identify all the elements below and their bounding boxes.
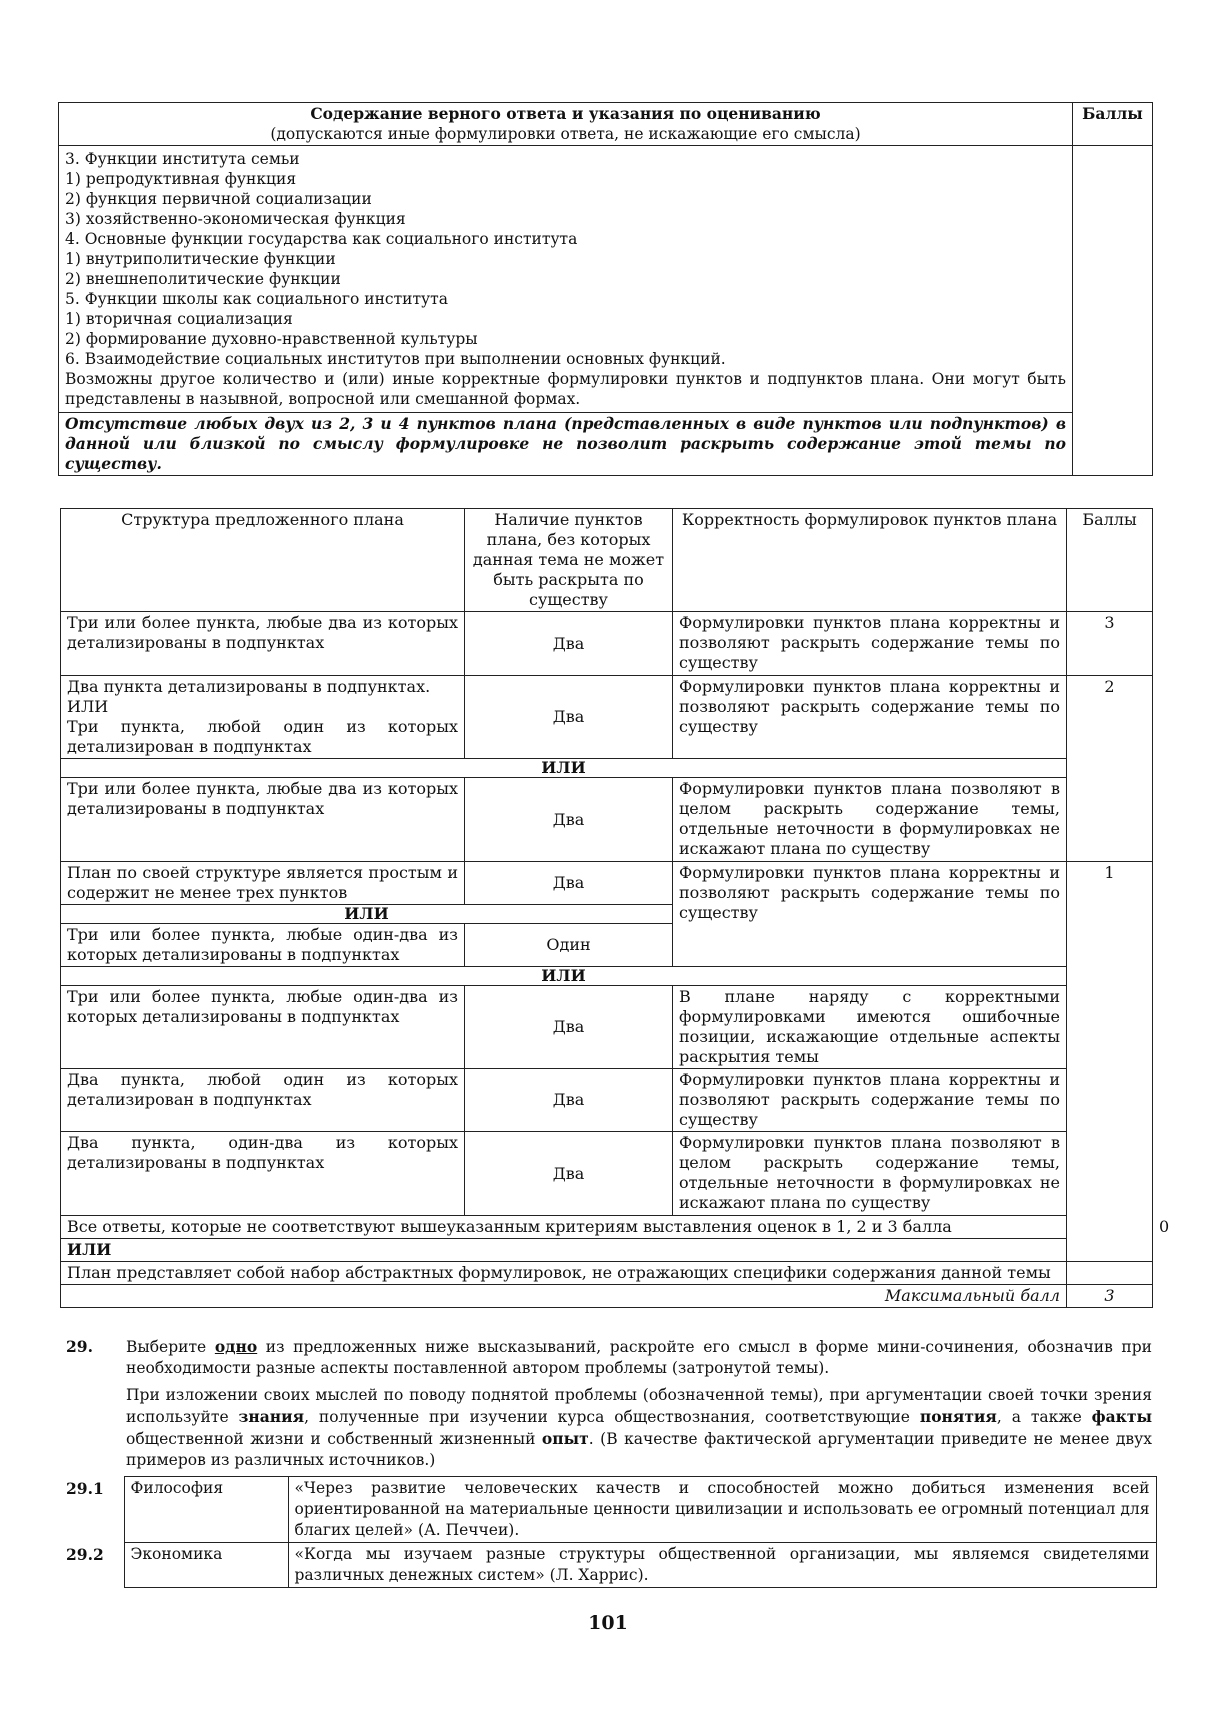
answer-content-header (59, 103, 1073, 146)
criteria-structure: Три или более пункта, любые один-два из которых детализированы в подпунктах (61, 924, 465, 967)
points-empty-cell (1073, 146, 1153, 476)
option-field: Экономика (124, 1543, 288, 1588)
emphasis: опыт (541, 1429, 589, 1448)
col-header-correctness: Корректность формулировок пунктов плана (673, 509, 1067, 612)
max-score-value: 3 (1067, 1285, 1153, 1308)
emphasis: понятия (919, 1407, 997, 1426)
or-separator: ИЛИ (61, 759, 1067, 778)
option-quote: «Через развитие человеческих качеств и способностей можно добиться изменения всей ориентированной на материальные ценности цивилизации и использовать ее огромный потенциал для благих целей» (А. Печчеи). (288, 1477, 1156, 1543)
col-header-structure: Структура предложенного плана (61, 509, 465, 612)
criteria-structure (61, 676, 465, 759)
criteria-presence: Два (465, 612, 673, 676)
structure-line: Два пункта детализированы в подпунктах. (67, 677, 431, 696)
criteria-points: 1 (1067, 862, 1153, 1262)
plan-line: 4. Основные функции государства как социального института (65, 230, 578, 248)
or-separator: ИЛИ (61, 905, 673, 924)
text: общественной жизни и собственный жизненный (126, 1430, 542, 1448)
criteria-presence: Два (465, 778, 673, 862)
text: . (В качестве фактической аргументации приведите не менее двух примеров из различных источников.) (126, 1430, 1152, 1469)
col-header-presence: Наличие пунктов плана, без которых данная тема не может быть раскрыта по существу (465, 509, 673, 612)
emphasis: факты (1091, 1407, 1152, 1426)
text: , полученные при изучении курса обществознания, соответствующие (304, 1408, 920, 1426)
criteria-points: 2 (1067, 676, 1153, 862)
max-score-label: Максимальный балл (61, 1285, 1067, 1308)
text: , а также (996, 1408, 1092, 1426)
zero-criteria (61, 1216, 1067, 1239)
plan-line: 2) формирование духовно-нравственной культуры (65, 330, 478, 348)
plan-line: 1) вторичная социализация (65, 310, 293, 328)
zero-text-2: План представляет собой набор абстрактных формулировок, не отражающих специфики содержания данной темы (61, 1262, 1067, 1285)
answer-plan-cell (59, 146, 1073, 413)
quote-options-table (66, 1476, 1157, 1588)
criteria-correctness: Формулировки пунктов плана корректны и позволяют раскрыть содержание темы по существу (673, 612, 1067, 676)
criteria-structure: Три или более пункта, любые два из которых детализированы в подпунктах (61, 612, 465, 676)
plan-line: 3. Функции института семьи (65, 150, 300, 168)
emphasis: знания (238, 1407, 305, 1426)
plan-line: 2) функция первичной социализации (65, 190, 372, 208)
plan-line: 2) внешнеполитические функции (65, 270, 341, 288)
option-quote: «Когда мы изучаем разные структуры общественной организации, мы являемся свидетелями различных денежных систем» (Л. Харрис). (288, 1543, 1156, 1588)
option-number: 29.2 (66, 1544, 104, 1564)
or-label: ИЛИ (67, 697, 109, 716)
plan-line: 6. Взаимодействие социальных институтов при выполнении основных функций. (65, 350, 726, 368)
task-number: 29. (66, 1337, 93, 1356)
criteria-structure: Три или более пункта, любые два из которых детализированы в подпунктах (61, 778, 465, 862)
criteria-structure: Два пункта, один-два из которых детализированы в подпунктах (61, 1132, 465, 1216)
criteria-correctness: Формулировки пунктов плана корректны и позволяют раскрыть содержание темы по существу (673, 1069, 1067, 1132)
or-separator: ИЛИ (61, 967, 1067, 986)
criteria-points: 3 (1067, 612, 1153, 676)
criteria-presence: Два (465, 862, 673, 905)
plan-line: 5. Функции школы как социального института (65, 290, 448, 308)
text: При изложении своих мыслей по поводу поднятой проблемы (обозначенной темы), при аргументации своей точки зрения используйте (126, 1386, 1152, 1426)
col-header-points: Баллы (1067, 509, 1153, 612)
answer-content-table (58, 102, 1153, 476)
header-title: Содержание верного ответа и указания по оцениванию (310, 104, 821, 123)
text: из предложенных ниже высказываний, раскройте его смысл в форме мини-сочинения, обозначив при необходимости разные аспекты поставленной автором проблемы (затронутой темы). (126, 1338, 1152, 1377)
task-instruction (126, 1336, 1152, 1379)
header-subtitle: (допускаются иные формулировки ответа, не искажающие его смысла) (270, 125, 861, 143)
criteria-correctness: Формулировки пунктов плана корректны и позволяют раскрыть содержание темы по существу (673, 862, 1067, 967)
points-header: Баллы (1073, 103, 1153, 146)
zero-or: ИЛИ (61, 1239, 1067, 1262)
criteria-correctness: Формулировки пунктов плана корректны и позволяют раскрыть содержание темы по существу (673, 676, 1067, 759)
emphasis: одно (214, 1337, 258, 1356)
criteria-correctness: В плане наряду с корректными формулировками имеются ошибочные позиции, искажающие отдельные аспекты раскрытия темы (673, 986, 1067, 1069)
plan-note-line: Возможны другое количество и (или) иные корректные формулировки пунктов и подпунктов плана. Они могут быть представлены в назывной, вопросной или смешанной формах. (65, 370, 1066, 408)
task-29 (66, 1336, 1152, 1471)
page-number: 101 (588, 1612, 628, 1634)
criteria-presence: Два (465, 1132, 673, 1216)
text: Выберите (126, 1338, 215, 1356)
criteria-presence: Два (465, 1069, 673, 1132)
plan-line: 1) репродуктивная функция (65, 170, 297, 188)
criteria-structure: Два пункта, любой один из которых детализирован в подпунктах (61, 1069, 465, 1132)
criteria-correctness: Формулировки пунктов плана позволяют в целом раскрыть содержание темы, отдельные неточности в формулировках не искажают плана по существу (673, 778, 1067, 862)
criteria-presence: Два (465, 986, 673, 1069)
criteria-presence: Один (465, 924, 673, 967)
plan-line: 1) внутриполитические функции (65, 250, 336, 268)
structure-line: Три пункта, любой один из которых детализирован в подпунктах (67, 717, 458, 756)
criteria-structure: План по своей структуре является простым и содержит не менее трех пунктов (61, 862, 465, 905)
plan-line: 3) хозяйственно-экономическая функция (65, 210, 406, 228)
criteria-structure: Три или более пункта, любые один-два из которых детализированы в подпунктах (61, 986, 465, 1069)
option-field: Философия (124, 1477, 288, 1543)
option-number: 29.1 (66, 1478, 104, 1498)
criteria-correctness: Формулировки пунктов плана позволяют в целом раскрыть содержание темы, отдельные неточности в формулировках не искажают плана по существу (673, 1132, 1067, 1216)
plan-warning-note: Отсутствие любых двух из 2, 3 и 4 пунктов плана (представленных в виде пунктов или подпунктов) в данной или близкой по смыслу формулировке не позволит раскрыть содержание этой темы по существу. (59, 413, 1073, 476)
criteria-presence: Два (465, 676, 673, 759)
zero-text: Все ответы, которые не соответствуют вышеуказанным критериям выставления оценок в 1, 2 и 3 балла (67, 1217, 952, 1236)
task-guidance (126, 1385, 1152, 1471)
plan-criteria-table: Структура предложенного плана Наличие пунктов плана, без которых данная тема не может быть раскрыта по существу Корректность формулировок пунктов плана Баллы Три или более пункта, любые два из которых детализированы в подпунктах Два Формулировки пунктов плана корректны и позволяют раскрыть содержание темы по существу 3 Два пункта детализированы в подпунктах. ИЛИ Три пункта, любой один из которых детализирован в подпунктах Два Формулировки пунктов плана корректны и позволяют раскрыть содержание темы по существу 2 ИЛИ Три или более пункта, любые два из которых детализированы в подпунктах Два Формулировки пунктов плана позволяют в целом раскрыть содержание темы, отдельные неточности в формулировках не искажают плана по существу План по своей структуре является простым и содержит не менее трех пунктов Два Формулировки пунктов плана корректны и позволяют раскрыть содержание темы по существу 1 ИЛИ Три или более пункта, любые один-два из которых детализированы в подпунктах Один ИЛИ Три или более пункта, любые один-два из которых детализированы в подпунктах Два В плане наряду с корректными формулировками имеются ошибочные позиции, искажающие отдельные аспекты раскрытия темы Два пункта, любой один из которых детализирован в подпунктах Два Формулировки пунктов плана корректны и позволяют раскрыть содержание темы по существу Два пункта, один-два из которых детализированы в подпунктах Два Формулировки пунктов плана позволяют в целом раскрыть содержание темы, отдельные неточности в формулировках не искажают плана по существу Все ответы, которые не соответствуют вышеуказанным критериям выставления оценок в 1, 2 и 3 балла 0 ИЛИ План представляет собой набор абстрактных формулировок, не отражающих специфики содержания данной темы Максимальный балл 3 (60, 508, 1153, 1308)
